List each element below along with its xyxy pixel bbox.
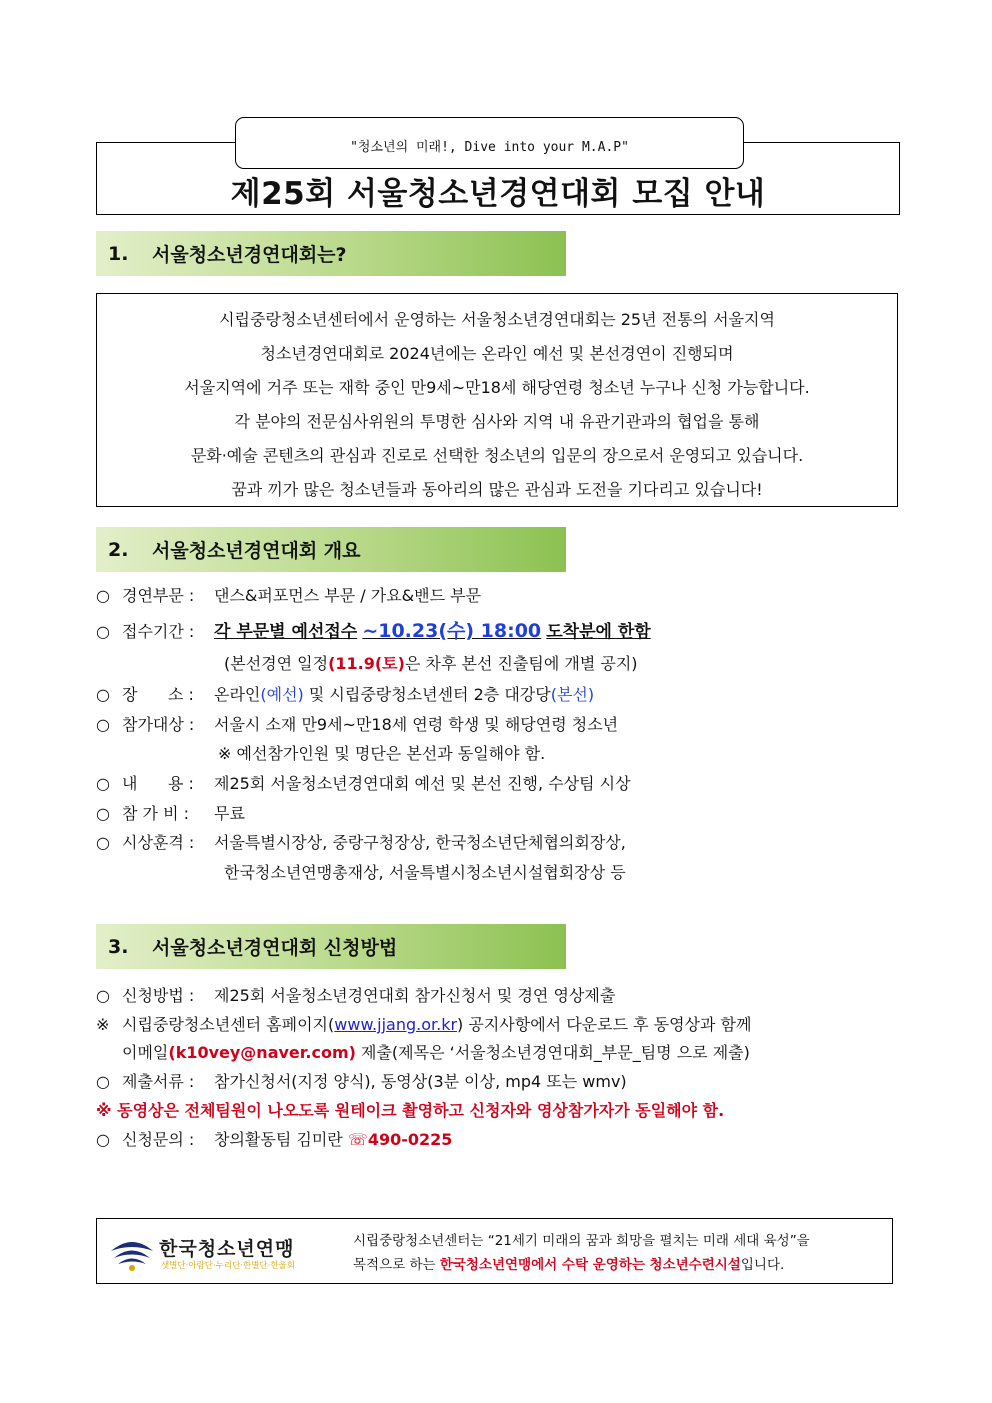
target-label: 참가대상 : xyxy=(122,715,195,734)
fee-value: 무료 xyxy=(214,804,245,823)
section-1-title: 서울청소년경연대회는? xyxy=(152,244,347,266)
docs-label: 제출서류 : xyxy=(122,1072,195,1091)
category-value: 댄스&퍼포먼스 부문 / 가요&밴드 부문 xyxy=(214,586,482,605)
apply-inquiry xyxy=(96,1127,452,1150)
section-1-number: 1. xyxy=(108,242,129,265)
place-final: (본선) xyxy=(550,685,595,704)
federation-emblem-icon xyxy=(109,1231,155,1273)
target-note xyxy=(218,741,545,764)
overview-fee xyxy=(96,801,245,824)
period-date: ~10.23(수) 18:00 xyxy=(362,620,542,642)
section-3-title: 서울청소년경연대회 신청방법 xyxy=(152,937,398,959)
homepage-link[interactable]: www.jjang.or.kr xyxy=(334,1015,458,1034)
overview-award xyxy=(96,830,626,853)
bullet-mark: ○ xyxy=(96,833,110,852)
bullet-mark: ○ xyxy=(96,1130,110,1149)
bullet-mark: ○ xyxy=(96,715,110,734)
overview-content xyxy=(96,771,631,794)
slogan-box: "청소년의 미래!, Dive into your M.A.P" xyxy=(235,117,744,169)
page-title: 제25회 서울청소년경연대회 모집 안내 xyxy=(230,176,766,212)
bullet-mark: ○ xyxy=(96,804,110,823)
method-label: 신청방법 : xyxy=(122,986,195,1005)
place-online: 온라인 xyxy=(214,685,261,704)
intro-line: 각 분야의 전문심사위원의 투명한 심사와 지역 내 유관기관과의 협업을 통해 xyxy=(234,412,760,431)
intro-line: 시립중랑청소년센터에서 운영하는 서울청소년경연대회는 25년 전통의 서울지역 xyxy=(219,310,775,329)
overview-place xyxy=(96,682,594,705)
bullet-mark: ○ xyxy=(96,986,110,1005)
content-label: 내 용 : xyxy=(122,774,194,793)
content-value: 제25회 서울청소년경연대회 예선 및 본선 진행, 수상팀 시상 xyxy=(214,774,631,793)
apply-docs xyxy=(96,1069,627,1092)
email-link[interactable]: (k10vey@naver.com) xyxy=(168,1043,356,1062)
intro-line: 청소년경연대회로 2024년에는 온라인 예선 및 본선경연이 진행되며 xyxy=(260,344,734,363)
footer-line-2a: 목적으로 하는 xyxy=(353,1257,440,1273)
target-note-text: 예선참가인원 및 명단은 본선과 동일해야 함. xyxy=(236,744,546,763)
target-value: 서울시 소재 만9세~만18세 연령 학생 및 해당연령 청소년 xyxy=(214,715,619,734)
period-prefix: 각 부문별 예선접수 xyxy=(214,622,358,642)
footer-highlight: 한국청소년연맹에서 수탁 운영하는 청소년수련시설 xyxy=(439,1257,741,1273)
period-note-a: (본선경연 일정 xyxy=(224,654,329,673)
note-d: 제출(제목은 ‘서울청소년경연대회_부문_팀명 으로 제출) xyxy=(355,1043,750,1062)
period-note-date: (11.9(토) xyxy=(328,654,405,673)
section-3-header xyxy=(96,924,566,969)
apply-note-2 xyxy=(122,1040,750,1063)
section-2-number: 2. xyxy=(108,538,129,561)
inquiry-label: 신청문의 : xyxy=(122,1130,195,1149)
docs-value: 참가신청서(지정 양식), 동영상(3분 이상, mp4 또는 wmv) xyxy=(214,1072,627,1091)
footer-text xyxy=(353,1229,810,1277)
period-note xyxy=(224,651,638,674)
footer-line-2 xyxy=(353,1253,810,1277)
phone-number: ☏490-0225 xyxy=(347,1130,453,1149)
note-c: 이메일 xyxy=(122,1043,169,1062)
award-label: 시상훈격 : xyxy=(122,833,195,852)
bullet-mark: ○ xyxy=(96,622,110,641)
place-label: 장 소 : xyxy=(122,685,194,704)
section-2-title: 서울청소년경연대회 개요 xyxy=(152,540,361,562)
logo-name: 한국청소년연맹 xyxy=(159,1238,295,1260)
bullet-mark: ○ xyxy=(96,586,110,605)
award-line-2: 한국청소년연맹총재상, 서울특별시청소년시설협회장상 등 xyxy=(224,863,626,882)
note-b: ) 공지사항에서 다운로드 후 동영상과 함께 xyxy=(457,1015,752,1034)
reference-mark: ※ xyxy=(218,744,232,763)
overview-category xyxy=(96,583,481,606)
apply-method xyxy=(96,983,615,1006)
reference-mark: ※ xyxy=(96,1015,110,1034)
note-a: 시립중랑청소년센터 홈페이지( xyxy=(122,1015,335,1034)
section-1-header xyxy=(96,231,566,276)
section-2-header xyxy=(96,527,566,572)
overview-period xyxy=(96,616,651,643)
period-suffix: 도착분에 한함 xyxy=(546,622,651,642)
section-3-number: 3. xyxy=(108,935,129,958)
inquiry-value: 창의활동팀 김미란 xyxy=(214,1130,343,1149)
category-label: 경연부문 : xyxy=(122,586,195,605)
video-warning: ※ 동영상은 전체팀원이 나오도록 원테이크 촬영하고 신청자와 영상참가자가 동일해야 함. xyxy=(96,1101,725,1120)
logo-subtitle: 샛별단·아람단·누리단·한별단·한울회 xyxy=(161,1261,295,1271)
intro-line: 꿈과 끼가 많은 청소년들과 동아리의 많은 관심과 도전을 기다리고 있습니다! xyxy=(231,480,763,499)
bullet-mark: ○ xyxy=(96,685,110,704)
footer-line-2c: 입니다. xyxy=(740,1257,785,1273)
bullet-mark: ○ xyxy=(96,1072,110,1091)
place-venue: 및 시립중랑청소년센터 2층 대강당 xyxy=(303,685,551,704)
footer-box xyxy=(96,1218,893,1284)
bullet-mark: ○ xyxy=(96,774,110,793)
federation-logo xyxy=(109,1231,333,1273)
intro-line: 서울지역에 거주 또는 재학 중인 만9세~만18세 해당연령 청소년 누구나 신청 가능합니다. xyxy=(184,378,810,397)
overview-target xyxy=(96,712,618,735)
award-line-1: 서울특별시장상, 중랑구청장상, 한국청소년단체협의회장상, xyxy=(214,833,626,852)
apply-note xyxy=(96,1012,751,1035)
period-note-b: 은 차후 본선 진출팀에 개별 공지) xyxy=(404,654,638,673)
fee-label: 참 가 비 : xyxy=(122,804,190,823)
method-value: 제25회 서울청소년경연대회 참가신청서 및 경연 영상제출 xyxy=(214,986,616,1005)
footer-line-1: 시립중랑청소년센터는 “21세기 미래의 꿈과 희망을 펼치는 미래 세대 육성”을 xyxy=(353,1233,810,1249)
intro-line: 문화·예술 콘텐츠의 관심과 진로로 선택한 청소년의 입문의 장으로서 운영되고 있습니다. xyxy=(190,446,804,465)
period-label: 접수기간 : xyxy=(122,622,195,641)
place-prelim: (예선) xyxy=(260,685,304,704)
intro-box xyxy=(96,293,898,507)
